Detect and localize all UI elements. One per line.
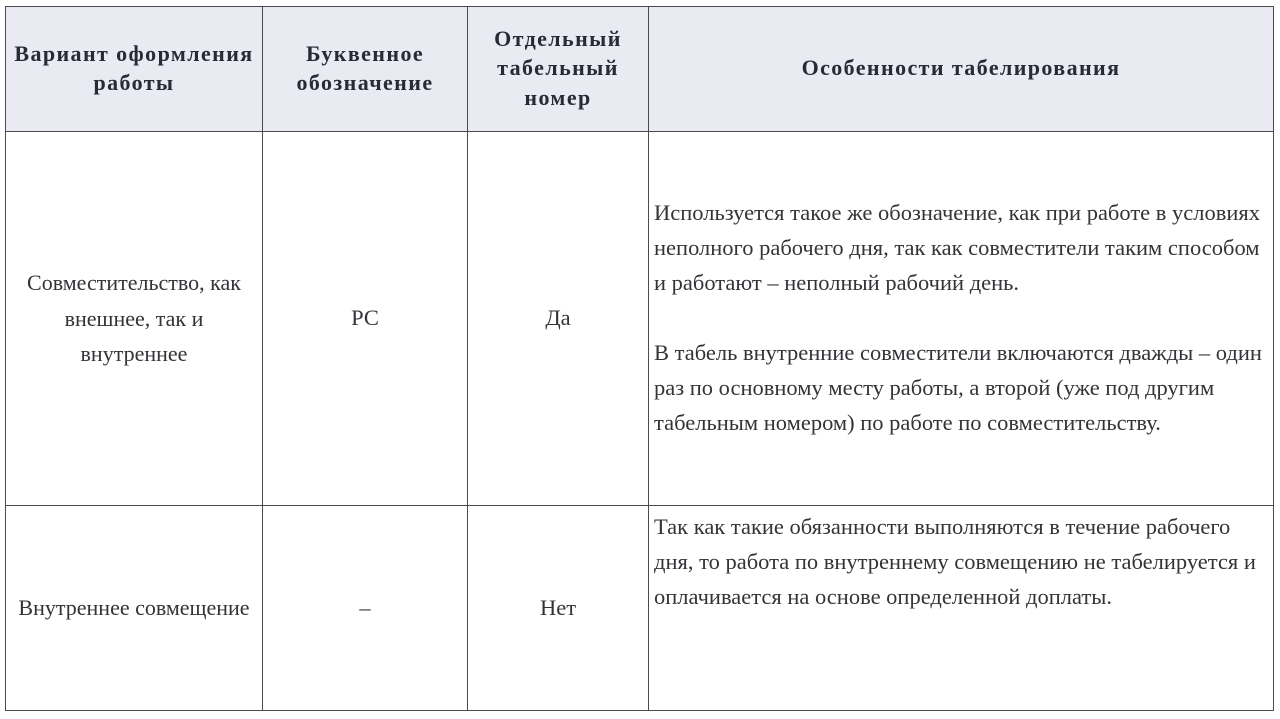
column-header-timesheet-notes: Особенности табелирования — [649, 7, 1274, 132]
table-row — [6, 132, 1274, 506]
note-paragraph: Так как такие обязанности выполняются в течение рабочего дня, то работа по внутреннему совмещению не табелируется и оплачивается на основе определенной доплаты. — [654, 514, 1256, 609]
cell-timesheet-notes — [649, 506, 1274, 711]
cell-separate-number: Да — [468, 132, 649, 506]
cell-timesheet-notes — [649, 132, 1274, 506]
table-body — [6, 132, 1274, 711]
cell-separate-number: Нет — [468, 506, 649, 711]
table-header — [6, 7, 1274, 132]
column-header-letter-code: Буквенное обозначение — [263, 7, 468, 132]
timesheet-options-table — [5, 6, 1274, 711]
cell-work-arrangement: Внутреннее совмещение — [6, 506, 263, 711]
note-paragraph: В табель внутренние совместители включаются дважды – один раз по основному месту работы, а второй (уже под другим табельным номером) по работе по совместительству. — [654, 339, 1262, 435]
cell-work-arrangement: Совместительство, как внешнее, так и внутреннее — [6, 132, 263, 506]
column-header-work-arrangement: Вариант оформления работы — [6, 7, 263, 132]
cell-letter-code: РС — [263, 132, 468, 506]
table-row — [6, 506, 1274, 711]
cell-letter-code: – — [263, 506, 468, 711]
note-paragraph: Используется такое же обозначение, как при работе в условиях неполного рабочего дня, так как совместители таким способом и работают – неполный рабочий день. — [654, 200, 1261, 296]
table-header-row — [6, 7, 1274, 132]
column-header-separate-number: Отдельный табельный номер — [468, 7, 649, 132]
